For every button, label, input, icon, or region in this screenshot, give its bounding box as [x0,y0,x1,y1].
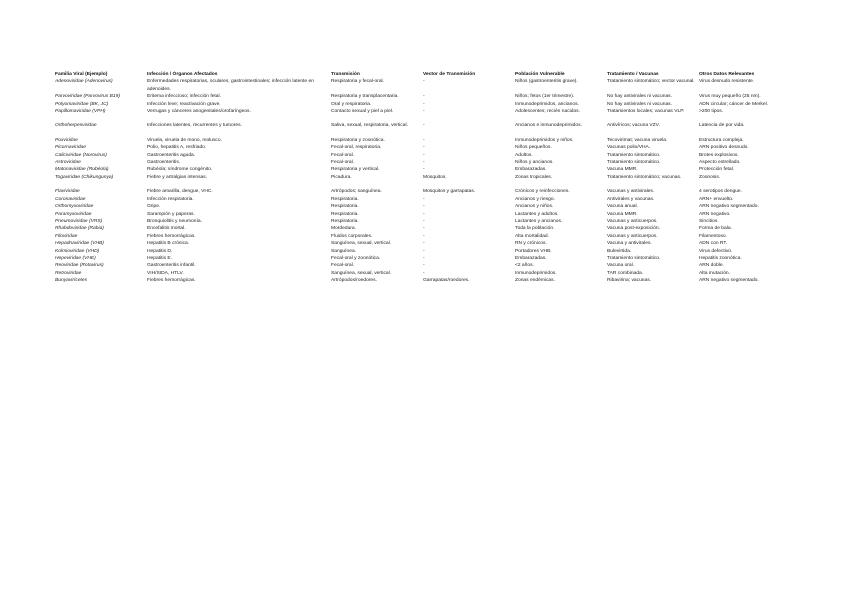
treatment-cell: TAR combinada. [607,270,644,276]
table-row [55,218,775,225]
infection-cell: Hepatitis D. [147,248,173,254]
population-cell: RN y crónicos. [515,241,547,247]
infection-cell: Gastroenteritis. [147,160,181,166]
transmission-cell: Respiratoria y transplacentaria. [331,94,399,100]
separator-cell [55,115,775,122]
population-cell: Adultos. [515,152,533,158]
table-row [55,248,775,255]
population-cell: Ancianos y niños. [515,204,554,210]
family-cell: Kolmioviridae (VHD) [55,248,100,254]
population-cell: Toda la población. [515,226,555,232]
other-cell: ADN circular; cáncer de Merkel. [699,101,769,107]
vector-cell: - [423,101,425,107]
other-cell: Protección fetal. [699,167,735,173]
table-row [55,203,775,210]
other-cell: Estructura compleja. [699,137,744,143]
infection-cell: Infección respiratoria. [147,196,194,202]
other-cell: ARN negativo segmentado. [699,204,759,210]
vector-cell: - [423,241,425,247]
infection-cell: Verrugas y cánceres anogenitales/orofaríngeos. [147,109,251,115]
population-cell: Zonas endémicas. [515,278,555,284]
treatment-cell: Vacunas y anticuerpos. [607,233,658,239]
transmission-cell: Artrópodos; sanguínea. [331,189,382,195]
infection-cell: Fiebres hemorrágicas. [147,278,196,284]
transmission-cell: Fecal-oral. [331,263,355,269]
header-other-data: Otros Datos Relevantes [699,72,755,77]
table-body [55,78,775,284]
header-family: Familia Viral (Ejemplo) [55,72,108,77]
table-row [55,122,775,129]
transmission-cell: Contacto sexual y piel a piel. [331,109,394,115]
vector-cell: - [423,218,425,224]
treatment-cell: Tratamientos locales; vacunas VLP. [607,109,685,115]
group-separator [55,130,775,137]
vector-cell: Garrapatas/roedores. [423,278,470,284]
transmission-cell: Sanguínea. [331,248,357,254]
population-cell: Inmunodeprimidos, ancianos. [515,101,579,107]
infection-cell: Eritema infeccioso; infección fetal. [147,94,221,100]
transmission-cell: Sanguínea, sexual, vertical. [331,270,392,276]
other-cell: Virus defectivo. [699,248,733,254]
other-cell: ARN positivo desnudo. [699,145,749,151]
header-vector: Vector de Transmisión [423,72,476,77]
treatment-cell: Vacuna oral. [607,263,635,269]
treatment-cell: Vacunas y antivirales. [607,189,655,195]
vector-cell: - [423,204,425,210]
population-cell: Lactantes y adultos. [515,211,559,217]
infection-cell: Infección leve; reactivación grave. [147,101,221,107]
transmission-cell: Sanguínea, sexual, vertical. [331,241,392,247]
treatment-cell: Tratamiento sintomático; vector vacunal. [607,79,695,85]
separator-cell [55,181,775,188]
header-vulnerable-population: Población Vulnerable [515,72,565,77]
other-cell: ARN+ envuelto. [699,196,734,202]
population-cell: Adolescentes; recién nacidos. [515,109,580,115]
treatment-cell: Vacunas polio/VHA. [607,145,651,151]
table-row [55,78,775,93]
transmission-cell: Mordedura. [331,226,357,232]
vector-cell: - [423,79,425,85]
treatment-cell: Tratamiento sintomático. [607,160,661,166]
treatment-cell: Tratamiento sintomático; vacunas. [607,174,682,180]
population-cell: Niños pequeños. [515,145,552,151]
family-cell: Coronaviridae [55,196,86,202]
table-row [55,211,775,218]
table-row [55,93,775,100]
transmission-cell: Fecal-oral y zoonótica. [331,255,381,261]
treatment-cell: Ribavirina; vacunas. [607,278,652,284]
transmission-cell: Fecal-oral, respiratoria. [331,145,382,151]
table-row [55,233,775,240]
separator-cell [55,130,775,137]
population-cell: Lactantes y ancianos. [515,218,563,224]
family-cell: Adenoviridae (Adenovirus) [55,79,113,85]
population-cell: Ancianos y riesgo. [515,196,555,202]
treatment-cell: No hay antivirales ni vacunas. [607,94,672,100]
infection-cell: Gripe. [147,204,161,210]
infection-cell: Fiebre y artralgias intensas. [147,174,208,180]
group-separator [55,181,775,188]
family-cell: Rhabdoviridae (Rabia) [55,226,104,232]
vector-cell: - [423,123,425,129]
transmission-cell: Fecal-oral. [331,152,355,158]
family-cell: Orthoherpesviridae [55,123,97,129]
transmission-cell: Respiratoria y vertical. [331,167,380,173]
table-row [55,196,775,203]
family-cell: Pneumoviridae (VRS) [55,218,103,224]
family-cell: Picornaviridae [55,145,86,151]
transmission-cell: Respiratoria y zoonótica. [331,137,385,143]
vector-cell: - [423,167,425,173]
family-cell: Astroviridae [55,160,81,166]
vector-cell: - [423,145,425,151]
vector-cell: - [423,248,425,254]
treatment-cell: Vacuna anual. [607,204,638,210]
population-cell: Crónicos y reinfecciones. [515,189,570,195]
vector-cell: - [423,137,425,143]
infection-cell: Enfermedades respiratorias, oculares, gastrointestinales; infección latente en adenoides. [147,79,314,92]
treatment-cell: Tecovirimat; vacuna viruela. [607,137,668,143]
header-transmission: Transmisión [331,72,360,77]
other-cell: Filamentoso. [699,233,727,239]
table-row [55,108,775,115]
other-cell: Virus muy pequeño (25 nm). [699,94,761,100]
table-row [55,174,775,181]
vector-cell: - [423,109,425,115]
treatment-cell: Vacuna y antivirales. [607,241,652,247]
infection-cell: Gastroenteritis infantil. [147,263,196,269]
population-cell: <2 años. [515,263,534,269]
header-treatment: Tratamiento / Vacunas [607,72,659,77]
infection-cell: Polio, hepatitis A, resfriado. [147,145,207,151]
table-row [55,225,775,232]
table-row [55,137,775,144]
treatment-cell: Antivíricos; vacuna VZV. [607,123,660,129]
virus-families-table [55,71,775,285]
vector-cell: - [423,233,425,239]
table-row [55,240,775,247]
other-cell: >200 tipos. [699,109,724,115]
infection-cell: Hepatitis E. [147,255,173,261]
treatment-cell: Vacuna MMR. [607,167,638,173]
transmission-cell: Respiratoria y fecal-oral. [331,79,385,85]
family-cell: Caliciviridae (Norovirus) [55,152,107,158]
transmission-cell: Picadura. [331,174,352,180]
vector-cell: - [423,152,425,158]
transmission-cell: Respiratoria. [331,204,359,210]
other-cell: 4 serotipos dengue. [699,189,742,195]
population-cell: Inmunodeprimidos. [515,270,557,276]
family-cell: Retroviridae [55,270,82,276]
family-cell: Parvoviridae (Parvovirus B19) [55,94,120,100]
family-cell: Togaviridae (Chikungunya) [55,174,114,180]
family-cell: Flaviviridae [55,189,80,195]
other-cell: Sincitios. [699,218,719,224]
table-row [55,188,775,195]
population-cell: Alta mortalidad. [515,233,549,239]
population-cell: Embarazadas. [515,167,547,173]
other-cell: Aspecto estrellado. [699,160,741,166]
table-row [55,152,775,159]
vector-cell: - [423,226,425,232]
infection-cell: Sarampión y paperas. [147,211,195,217]
other-cell: Latencia de por vida. [699,123,745,129]
vector-cell: - [423,211,425,217]
group-separator [55,115,775,122]
other-cell: ARN negativo. [699,211,731,217]
table-header-row [55,71,775,78]
table-row [55,159,775,166]
treatment-cell: Vacuna post-exposición. [607,226,660,232]
population-cell: Inmunodeprimidos y niños. [515,137,574,143]
treatment-cell: Bulevirtida. [607,248,632,254]
vector-cell: - [423,270,425,276]
transmission-cell: Respiratoria. [331,211,359,217]
population-cell: Portadores VHB. [515,248,552,254]
other-cell: Zoonosis. [699,174,721,180]
infection-cell: Fiebre amarilla, dengue, VHC. [147,189,213,195]
population-cell: Ancianos e inmunodeprimidos. [515,123,582,129]
other-cell: Alta mutación. [699,270,730,276]
table-row [55,144,775,151]
population-cell: Niños; fetos (1er trimestre). [515,94,575,100]
transmission-cell: Saliva, sexual, respiratoria, vertical. [331,123,408,129]
other-cell: Brotes explosivos. [699,152,739,158]
family-cell: Papillomaviridae (VPH) [55,109,106,115]
infection-cell: Rubéola; síndrome congénito. [147,167,213,173]
family-cell: Filoviridae [55,233,78,239]
population-cell: Niños (gastroenteritis grave). [515,79,578,85]
table-row [55,255,775,262]
other-cell: Hepatitis zoonótica. [699,255,742,261]
table-row [55,277,775,284]
infection-cell: Fiebres hemorrágicas. [147,233,196,239]
table-row [55,101,775,108]
treatment-cell: Tratamiento sintomático. [607,152,661,158]
family-cell: Bunyavirícetes [55,278,88,284]
vector-cell: - [423,160,425,166]
vector-cell: Mosquitos y garrapatas. [423,189,476,195]
transmission-cell: Fluidos corporales. [331,233,373,239]
header-infection: Infección / Órganos Afectados [147,72,218,77]
treatment-cell: Tratamiento sintomático. [607,255,661,261]
treatment-cell: Vacunas y anticuerpos. [607,218,658,224]
treatment-cell: Antivirales y vacunas. [607,196,655,202]
vector-cell: - [423,255,425,261]
vector-cell: - [423,196,425,202]
other-cell: ADN con RT. [699,241,728,247]
infection-cell: Viruela, viruela de mono, molusco. [147,137,222,143]
infection-cell: Hepatitis B crónica. [147,241,190,247]
transmission-cell: Artrópodos/roedores. [331,278,377,284]
treatment-cell: Vacuna MMR. [607,211,638,217]
vector-cell: - [423,94,425,100]
other-cell: Virus desnudo resistente. [699,79,755,85]
other-cell: Forma de bala. [699,226,732,232]
transmission-cell: Respiratoria. [331,218,359,224]
transmission-cell: Fecal-oral. [331,160,355,166]
family-cell: Polyomaviridae (BK, JC) [55,101,109,107]
table-row [55,262,775,269]
vector-cell: - [423,263,425,269]
transmission-cell: Oral y respiratoria. [331,101,372,107]
family-cell: Reoviridae (Rotavirus) [55,263,104,269]
family-cell: Hepadnaviridae (VHB) [55,241,104,247]
table-row [55,270,775,277]
infection-cell: Infecciones latentes, recurrentes y tumores. [147,123,242,129]
other-cell: ARN doble. [699,263,725,269]
infection-cell: Bronquiolitis y neumonía. [147,218,202,224]
family-cell: Poxviridae [55,137,78,143]
infection-cell: Encefalitis mortal. [147,226,186,232]
population-cell: Niños y ancianos. [515,160,554,166]
treatment-cell: No hay antivirales ni vacunas. [607,101,672,107]
transmission-cell: Respiratoria. [331,196,359,202]
family-cell: Matonaviridae (Rubéola) [55,167,109,173]
vector-cell: Mosquitos. [423,174,447,180]
table-row [55,166,775,173]
family-cell: Paramyxoviridae [55,211,92,217]
population-cell: Embarazadas. [515,255,547,261]
infection-cell: Gastroenteritis aguda. [147,152,196,158]
infection-cell: VIH/SIDA, HTLV. [147,270,184,276]
family-cell: Orthomyxoviridae [55,204,94,210]
population-cell: Zonas tropicales. [515,174,553,180]
family-cell: Hepeviridae (VHE) [55,255,96,261]
other-cell: ARN negativo segmentado. [699,278,759,284]
